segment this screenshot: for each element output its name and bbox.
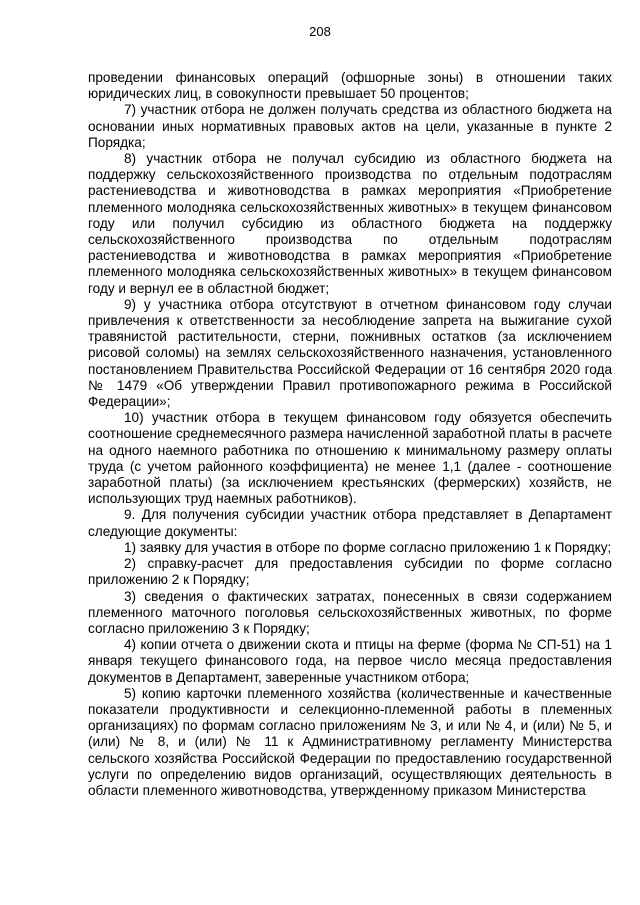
paragraph-item-10: 10) участник отбора в текущем финансовом году обязуется обеспечить соотношение среднемесячного размера начисленной заработной платы в расчете на одного наемного работника по отношению к минимальному размеру оплаты труда (с учетом районного коэффициента) не менее 1,1 (далее - соотношение заработной платы) (за исключением крестьянских (фермерских) хозяйств, не использующих труд наемных работников). [88,410,613,507]
document-body [88,70,612,799]
page-number: 208 [309,24,331,39]
paragraph-continuation: проведении финансовых операций (офшорные зоны) в отношении таких юридических лиц, в совокупности превышает 50 процентов; [88,70,612,102]
paragraph-section-9: 9. Для получения субсидии участник отбора представляет в Департамент следующие документы: [88,507,612,539]
paragraph-item-7: 7) участник отбора не должен получать средства из областного бюджета на основании иных нормативных правовых актов на цели, указанные в пункте 2 Порядка; [88,102,612,150]
paragraph-doc-1: 1) заявку для участия в отборе по форме согласно приложению 1 к Порядку; [124,539,612,555]
paragraph-item-8: 8) участник отбора не получал субсидию из областного бюджета на поддержку сельскохозяйственного производства по отдельным подотраслям растениеводства и животноводства в рамках мероприятия «Приобретение племенного молодняка сельскохозяйственных животных» в текущем финансовом году или получил субсидию из областного бюджета на поддержку сельскохозяйственного производства по отдельным подотраслям растениеводства и животноводства в рамках мероприятия «Приобретение племенного молодняка сельскохозяйственных животных» в текущем финансовом году и вернул ее в областной бюджет; [88,151,612,296]
paragraph-item-9: 9) у участника отбора отсутствуют в отчетном финансовом году случаи привлечения к ответственности за несоблюдение запрета на выжигание сухой травянистой растительности, стерни, пожнивных остатков (за исключением рисовой соломы) на землях сельскохозяйственного назначения, установленного постановлением Правительства Российской Федерации от 16 сентября 2020 года № 1479 «Об утверждении Правил противопожарного режима в Российской Федерации»; [88,296,612,410]
paragraph-doc-4: 4) копии отчета о движении скота и птицы на ферме (форма № СП-51) на 1 января текущего финансового года, на первое число месяца предоставления документов в Департамент, заверенные участником отбора; [88,637,612,685]
paragraph-doc-5: 5) копию карточки племенного хозяйства (количественные и качественные показатели продуктивности и селекционно-племенной работы в племенных организациях) по формам согласно приложениям № 3, и или № 4, и (или) № 5, и (или) № 8, и (или) № 11 к Административному регламенту Министерства сельского хозяйства Российской Федерации по предоставлению государственной услуги по определению видов организаций, осуществляющих деятельность в области племенного животноводства, утвержденному приказом Министерства [88,685,612,798]
paragraph-doc-3: 3) сведения о фактических затратах, понесенных в связи содержанием племенного маточного поголовья сельскохозяйственных животных, по форме согласно приложению 3 к Порядку; [88,588,612,636]
paragraph-doc-2: 2) справку-расчет для предоставления субсидии по форме согласно приложению 2 к Порядку; [88,556,612,588]
